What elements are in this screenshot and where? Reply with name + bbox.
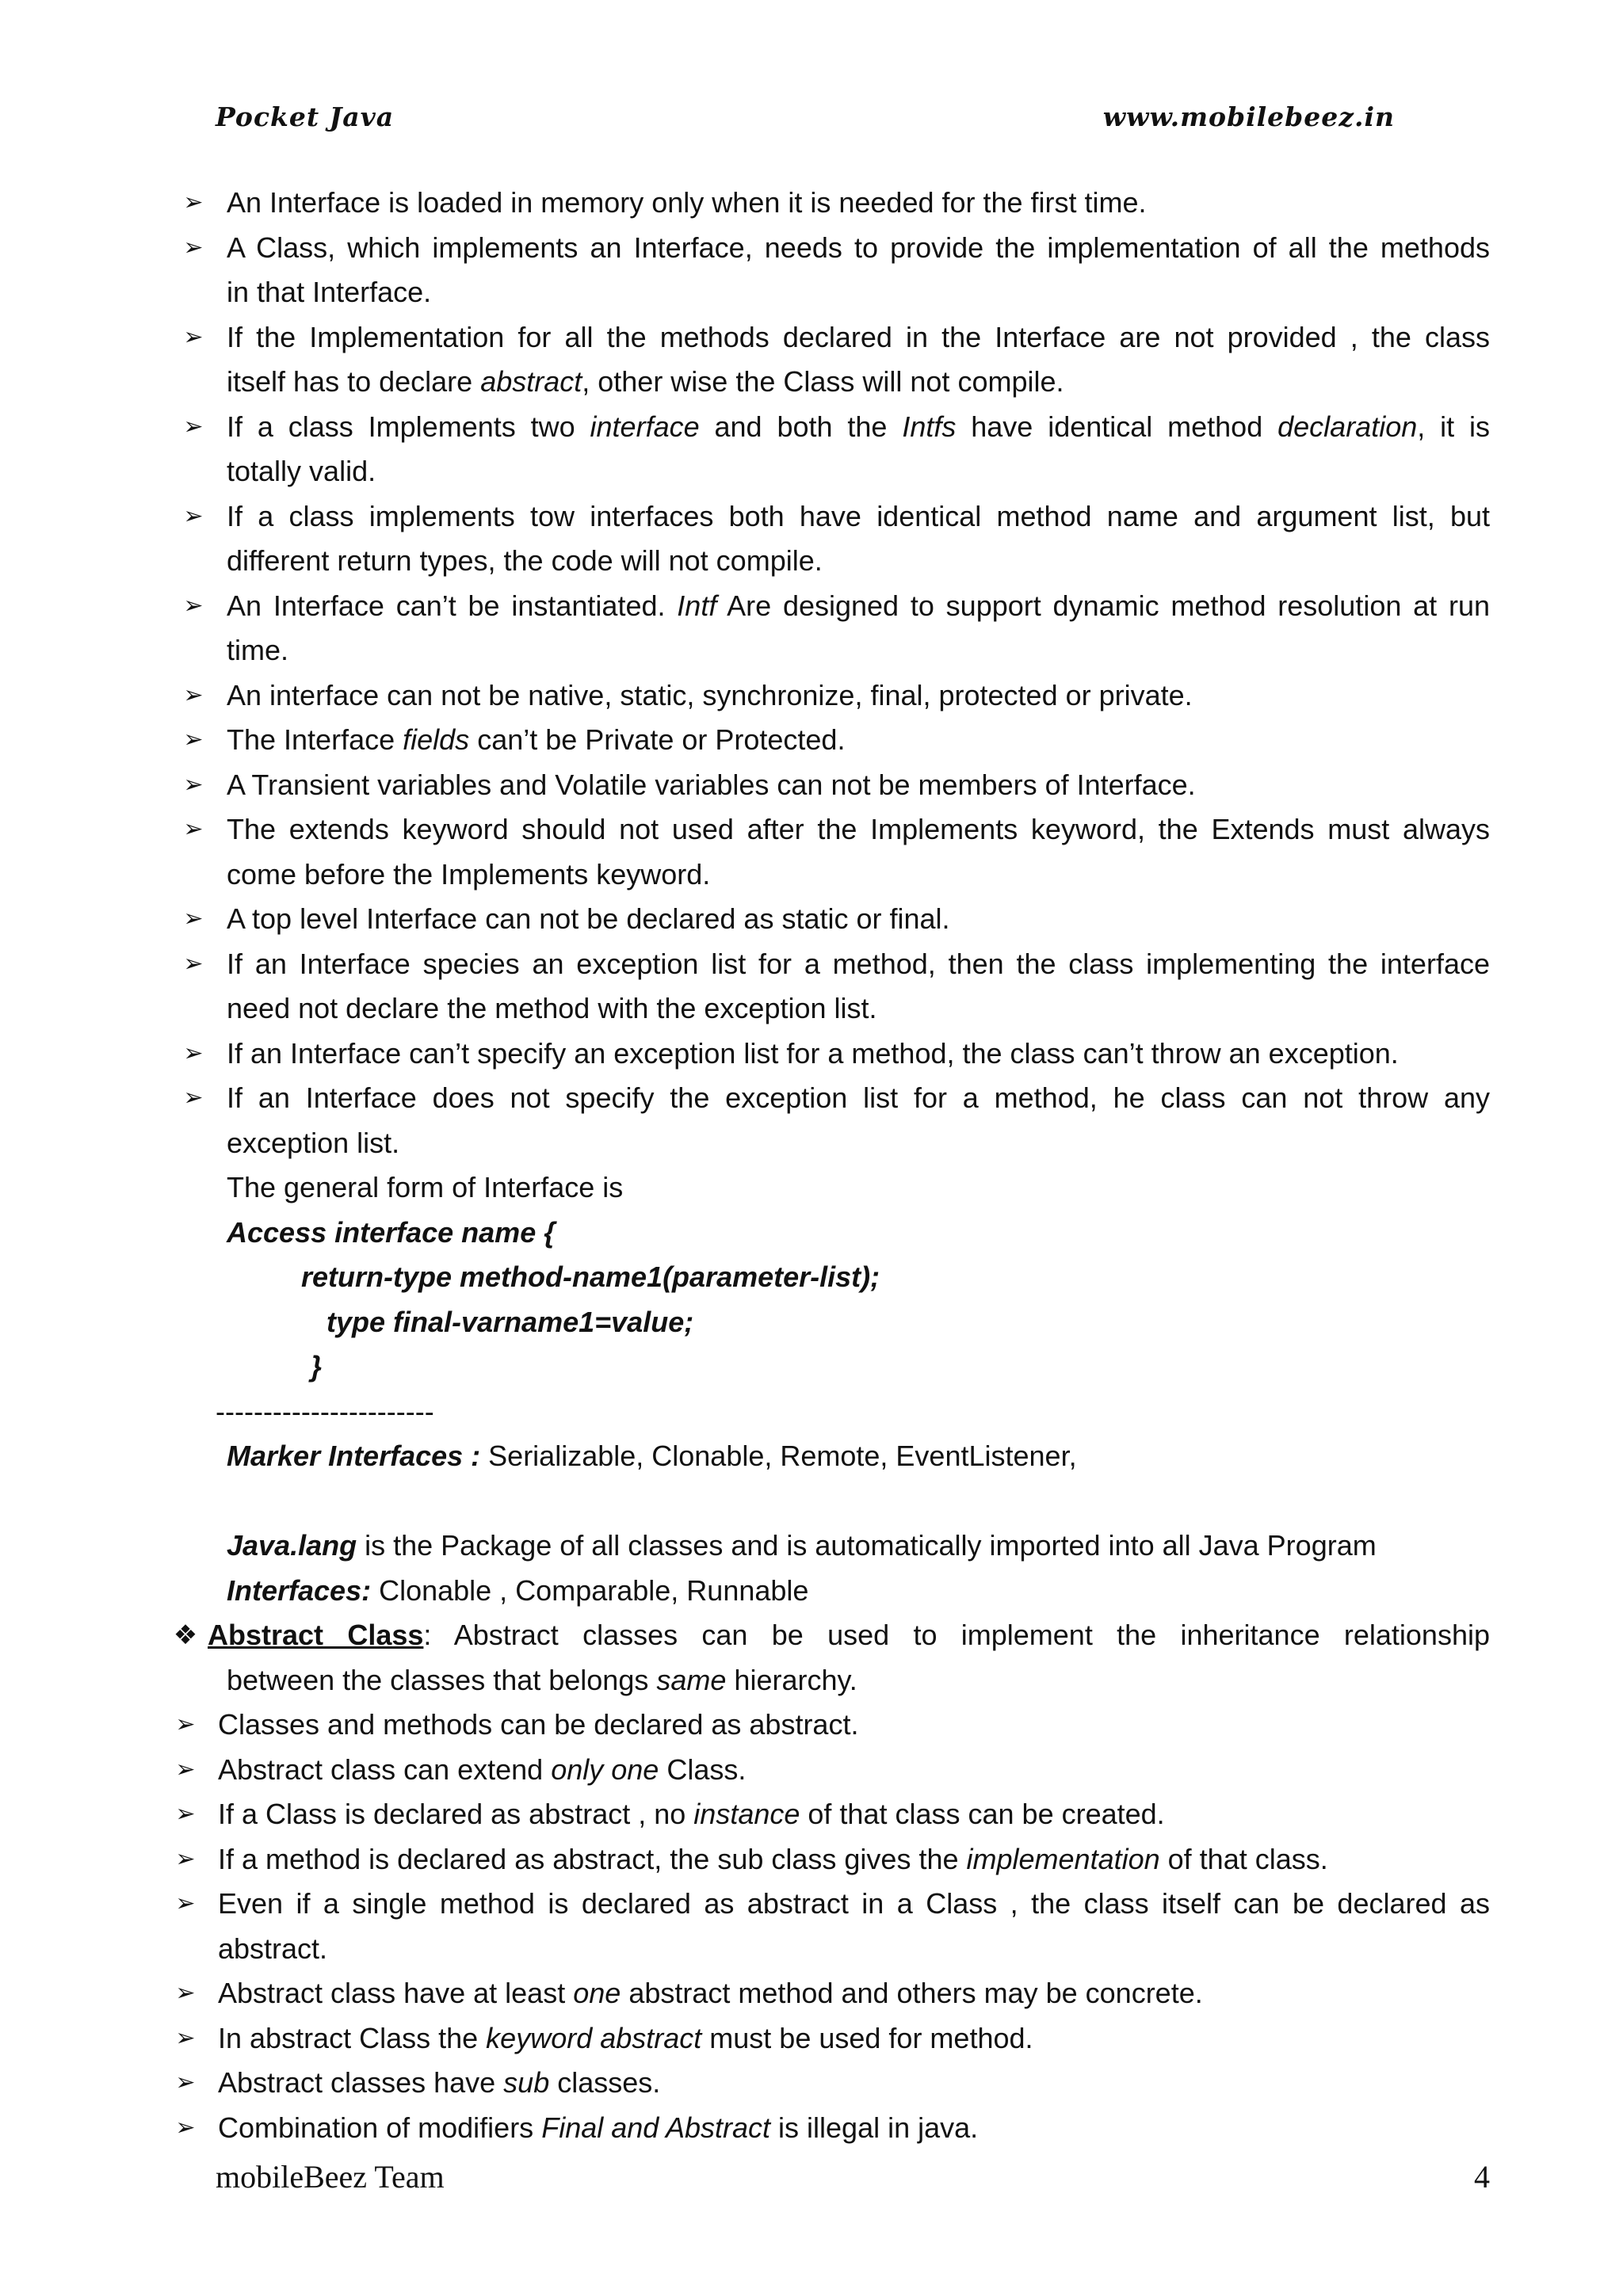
abstract-class-heading: ❖ Abstract Class: Abstract classes can be used to implement the inheritance relationship: [166, 1613, 1490, 1658]
separator: -----------------------: [216, 1394, 434, 1428]
interfaces-line: Interfaces: Clonable , Comparable, Runnable: [227, 1573, 809, 1607]
list-item: ➢ If an Interface does not specify the exception list for a method, he class can not throw any: [166, 1076, 1490, 1121]
list-item-continuation: need not declare the method with the exception list.: [227, 992, 877, 1024]
marker-interfaces: Marker Interfaces : Serializable, Clonable, Remote, EventListener,: [227, 1440, 1077, 1472]
arrowhead-bullet-icon: ➢: [183, 233, 204, 261]
arrowhead-bullet-icon: ➢: [175, 1979, 196, 2007]
code-line: type final-varname1=value;: [327, 1305, 694, 1338]
arrowhead-bullet-icon: ➢: [175, 2113, 196, 2142]
list-item-continuation: totally valid.: [227, 455, 376, 487]
code-line: return-type method-name1(parameter-list);: [301, 1261, 880, 1293]
arrowhead-bullet-icon: ➢: [183, 681, 204, 709]
arrowhead-bullet-icon: ➢: [175, 1711, 196, 1738]
list-item: ➢ If a class Implements two interface and both the Intfs have identical method declaration, it is: [166, 405, 1490, 450]
arrowhead-bullet-icon: ➢: [183, 412, 204, 441]
list-item: ➢ If a class implements tow interfaces both have identical method name and argument list, but: [166, 494, 1490, 540]
list-item: ➢ Abstract classes have sub classes.: [166, 2061, 1490, 2106]
arrowhead-bullet-icon: ➢: [175, 1844, 196, 1873]
page-number: 4: [1474, 2159, 1490, 2195]
list-item: ➢ An interface can not be native, static, synchronize, final, protected or private.: [166, 673, 1490, 719]
list-item: ➢ A Transient variables and Volatile variables can not be members of Interface.: [166, 763, 1490, 808]
arrowhead-bullet-icon: ➢: [183, 949, 204, 978]
list-item: ➢ Even if a single method is declared as abstract in a Class , the class itself can be declared as: [166, 1882, 1490, 1927]
list-item: ➢ If a Class is declared as abstract , no instance of that class can be created.: [166, 1792, 1490, 1837]
list-item: ➢ Combination of modifiers Final and Abstract is illegal in java.: [166, 2106, 1490, 2151]
list-item: ➢ Abstract class have at least one abstract method and others may be concrete.: [166, 1971, 1490, 2016]
list-item: ➢ The extends keyword should not used after the Implements keyword, the Extends must always: [166, 807, 1490, 852]
list-item-continuation: come before the Implements keyword.: [227, 857, 711, 891]
arrowhead-bullet-icon: ➢: [175, 1755, 196, 1783]
arrowhead-bullet-icon: ➢: [183, 502, 204, 530]
list-item: ➢ If a method is declared as abstract, the sub class gives the implementation of that class.: [166, 1837, 1490, 1882]
page-content: [166, 181, 1490, 2150]
arrowhead-bullet-icon: ➢: [183, 591, 204, 620]
arrowhead-bullet-icon: ➢: [183, 770, 204, 799]
arrowhead-bullet-icon: ➢: [183, 189, 204, 216]
arrowhead-bullet-icon: ➢: [183, 1084, 204, 1112]
list-item: ➢ If the Implementation for all the methods declared in the Interface are not provided , the class: [166, 315, 1490, 360]
section-title: Abstract Class: [208, 1619, 424, 1651]
list-item: ➢ An Interface can’t be instantiated. Intf Are designed to support dynamic method resolution at run: [166, 584, 1490, 629]
list-item: ➢ If an Interface can’t specify an exception list for a method, the class can’t throw an exception.: [166, 1032, 1490, 1077]
list-item-continuation: in that Interface.: [227, 276, 432, 308]
list-item-continuation: abstract.: [218, 1932, 328, 1965]
spacer: [166, 1479, 1490, 1524]
arrowhead-bullet-icon: ➢: [183, 815, 204, 843]
general-form-text: The general form of Interface is: [227, 1171, 624, 1203]
list-item: ➢ In abstract Class the keyword abstract must be used for method.: [166, 2016, 1490, 2061]
page-footer: [216, 2158, 1490, 2206]
page-header: [216, 101, 1395, 146]
list-item: ➢ A top level Interface can not be declared as static or final.: [166, 897, 1490, 942]
footer-author: mobileBeez Team: [216, 2159, 445, 2195]
list-item-continuation: exception list.: [227, 1126, 400, 1159]
list-item: ➢ If an Interface species an exception list for a method, then the class implementing the interface: [166, 942, 1490, 987]
list-item: ➢ Classes and methods can be declared as abstract.: [166, 1703, 1490, 1748]
arrowhead-bullet-icon: ➢: [175, 1800, 196, 1828]
list-item: ➢ Abstract class can extend only one Class.: [166, 1748, 1490, 1793]
list-item: ➢ A Class, which implements an Interface, needs to provide the implementation of all the methods: [166, 226, 1490, 271]
arrowhead-bullet-icon: ➢: [183, 726, 204, 753]
arrowhead-bullet-icon: ➢: [183, 1039, 204, 1067]
list-item: ➢ The Interface fields can’t be Private or Protected.: [166, 718, 1490, 763]
java-lang-line: Java.lang is the Package of all classes and is automatically imported into all Java Program: [227, 1529, 1377, 1562]
arrowhead-bullet-icon: ➢: [183, 322, 204, 351]
abstract-class-continuation: between the classes that belongs same hierarchy.: [227, 1663, 857, 1696]
code-line: Access interface name {: [227, 1215, 556, 1249]
list-item-continuation: time.: [227, 634, 289, 666]
header-url: www.mobilebeez.in: [1102, 101, 1395, 132]
header-title: Pocket Java: [216, 101, 395, 132]
list-item-continuation: different return types, the code will not compile.: [227, 544, 823, 577]
code-line: }: [311, 1350, 323, 1383]
arrowhead-bullet-icon: ➢: [175, 2069, 196, 2096]
list-item: ➢ An Interface is loaded in memory only when it is needed for the first time.: [166, 181, 1490, 226]
four-diamond-bullet-icon: ❖: [173, 1619, 198, 1651]
arrowhead-bullet-icon: ➢: [175, 2023, 196, 2052]
arrowhead-bullet-icon: ➢: [175, 1890, 196, 1917]
arrowhead-bullet-icon: ➢: [183, 905, 204, 933]
list-item-continuation: itself has to declare abstract, other wise the Class will not compile.: [227, 365, 1064, 398]
